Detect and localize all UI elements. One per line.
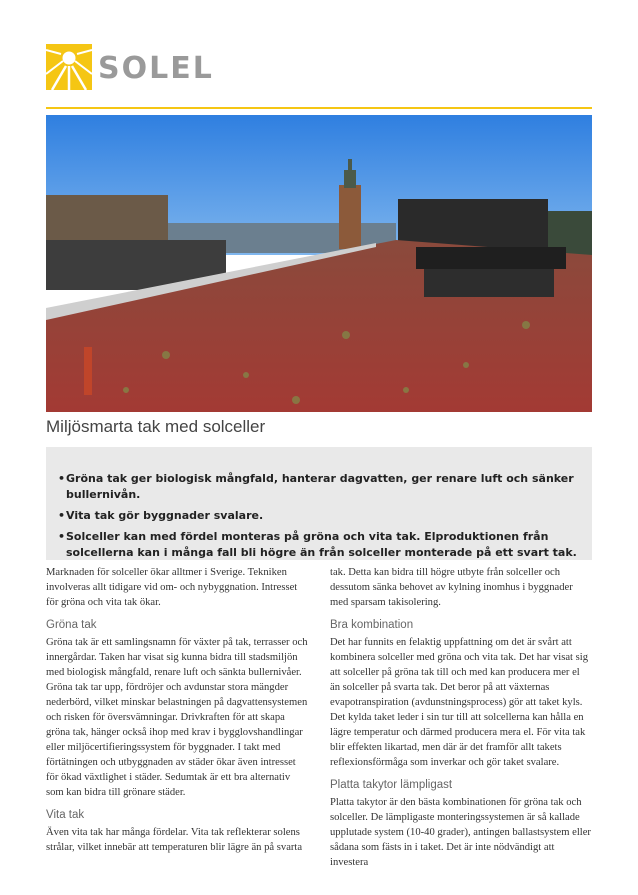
brand-name: SOLEL	[98, 51, 214, 86]
paragraph: Gröna tak är ett samlingsnamn för växter på tak, terrasser och innergårdar. Taken har visat sig kunna bidra till stadsmiljön med biologisk mångfald, renare luft och sänkta bullernivåer. Gröna tak tar upp, fördröjer och avdunstar stora mängder nederbörd, vilket minskar belastningen på dagvattensystemen och risken för översvämningar. Drivkraften för att skapa gröna tak, hänger också ihop med krav i bygglovshandlingar eller miljöcertifieringssystem för byggnader. I takt med förtätningen och utbyggnaden av städer ökar även intresset för ökad växtlighet i städer. Sedumtak är ett bra alternativ som kan bidra till grönare städer.	[46, 637, 308, 798]
summary-box	[46, 447, 592, 560]
heading-vita-tak: Vita tak	[46, 809, 85, 821]
page-title: Miljösmarta tak med solceller	[46, 417, 266, 436]
paragraph: Det har funnits en felaktig uppfattning om det är svårt att kombinera solceller med gröna och vita tak. Det har visat sig att solceller på gröna tak till och med kan producera mer el än solceller på svarta tak. Det beror på att växternas evapotranspiration (avdunstningsprocess) gör att taket kyls. Det kylda taket leder i sin tur till att solcellerna kan hålla en lägre temperatur och därmed producera mera el. För vita tak blir effekten likartad, men där är det framför allt takets reflexionsförmåga som inverkar och gör taket svalare.	[330, 637, 588, 768]
heading-grona-tak: Gröna tak	[46, 619, 97, 631]
left-column	[46, 565, 308, 861]
header	[46, 44, 594, 92]
summary-item: • Vita tak gör byggnader svalare.	[58, 508, 580, 524]
summary-item: • Gröna tak ger biologisk mångfald, hanterar dagvatten, ger renare luft och sänker bullernivån.	[58, 471, 580, 503]
heading-platta-takytor: Platta takytor lämpligast	[330, 779, 453, 791]
intro-paragraph: Marknaden för solceller ökar alltmer i Sverige. Tekniken involveras allt tidigare vid om- och nybyggnation. Intresset för gröna och vita tak ökar.	[46, 567, 298, 608]
heading-bra-kombination: Bra kombination	[330, 619, 414, 631]
right-column	[330, 565, 592, 876]
paragraph: tak. Detta kan bidra till högre utbyte från solceller och dessutom sänka behovet av kylning inomhus i byggnader med sparsam takisolering.	[330, 567, 573, 608]
sun-logo-icon	[46, 44, 92, 90]
rooftop-photo	[46, 115, 592, 412]
header-rule	[46, 107, 592, 109]
paragraph: Även vita tak har många fördelar. Vita tak reflekterar solens strålar, vilket innebär att temperaturen blir lägre än på svarta	[46, 827, 303, 853]
summary-item: • Solceller kan med fördel monteras på gröna och vita tak. Elproduktionen från solcellerna kan i många fall bli högre än från solceller monterade på ett svart tak.	[58, 529, 580, 561]
paragraph: Platta takytor är den bästa kombinationen för gröna tak och solceller. De lämpligaste monteringssystemen är så kallade upplutade system (10-40 grader), antingen ballastsystem eller sådana som fästs in i taket. Det är inte nödvändigt att investera	[330, 797, 591, 868]
